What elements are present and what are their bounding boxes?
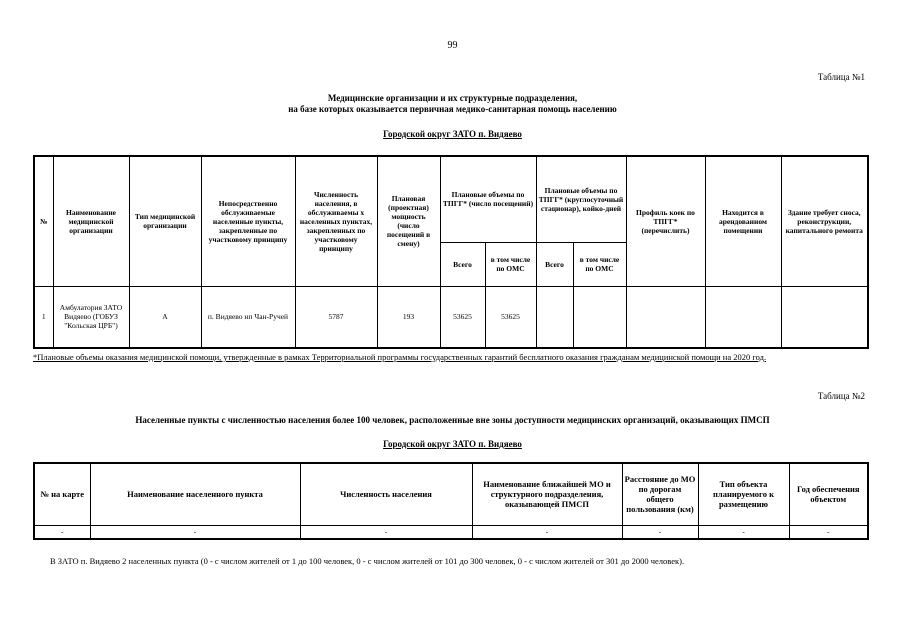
table-row xyxy=(34,525,868,539)
header-settlement-name: Наименование населенного пункта xyxy=(90,463,300,525)
header-capacity: Плановая (проектная) мощность (число посещений в смену) xyxy=(377,156,440,286)
table2-subtitle: Городской округ ЗАТО п. Видяево xyxy=(383,439,522,449)
cell-year: - xyxy=(789,525,868,539)
cell-map-num: - xyxy=(34,525,90,539)
settlements-table xyxy=(33,462,869,540)
header-planned-object: Тип объекта планируемого к размещению xyxy=(698,463,789,525)
cell-settlement-population: - xyxy=(300,525,472,539)
cell-org-type: А xyxy=(129,286,201,348)
cell-beds-total xyxy=(536,286,573,348)
header-org-name: Наименование медицинской организации xyxy=(53,156,129,286)
header-rented: Находится в арендованном помещении xyxy=(705,156,781,286)
header-num: № xyxy=(34,156,53,286)
header-bed-profile: Профиль коек по ТПГГ* (перечислить) xyxy=(626,156,705,286)
cell-capacity: 193 xyxy=(377,286,440,348)
header-beds-oms: в том числе по ОМС xyxy=(573,242,626,286)
header-nearest-mo: Наименование ближайшей МО и структурного подразделения, оказывающей ПМСП xyxy=(472,463,622,525)
table1-label: Таблица №1 xyxy=(817,72,865,82)
cell-bed-profile xyxy=(626,286,705,348)
table1-footnote: *Плановые объемы оказания медицинской помощи, утвержденные в рамках Территориальной программы государственных гарантий бесплатного оказания гражданам медицинской помощи на 2020 год. xyxy=(33,352,767,362)
header-population: Численность населения, в обслуживаемы х населенных пунктах, закрепленных по участковому принципу xyxy=(295,156,377,286)
cell-num: 1 xyxy=(34,286,53,348)
cell-org-name: Амбулатория ЗАТО Видяево (ГОБУЗ "Кольская ЦРБ") xyxy=(53,286,129,348)
cell-building xyxy=(781,286,868,348)
header-settlement-population: Численность населения xyxy=(300,463,472,525)
medical-organizations-table xyxy=(33,155,869,349)
cell-nearest-mo: - xyxy=(472,525,622,539)
header-tpgg-visits: Плановые объемы по ТПГГ* (число посещений) xyxy=(440,156,536,242)
cell-population: 5787 xyxy=(295,286,377,348)
table2-label: Таблица №2 xyxy=(817,391,865,401)
table1-subtitle: Городской округ ЗАТО п. Видяево xyxy=(383,129,522,139)
header-served-points: Непосредственно обслуживаемые населенные пункты, закрепленные по участковому принципу xyxy=(201,156,295,286)
cell-visits-total: 53625 xyxy=(440,286,485,348)
header-map-num: № на карте xyxy=(34,463,90,525)
table1-title-line2: на базе которых оказывается первичная медико-санитарная помощь населению xyxy=(288,104,617,114)
cell-served-points: п. Видяево нп Чан-Ручей xyxy=(201,286,295,348)
cell-settlement-name: - xyxy=(90,525,300,539)
header-visits-total: Всего xyxy=(440,242,485,286)
cell-planned-object: - xyxy=(698,525,789,539)
header-beds-total: Всего xyxy=(536,242,573,286)
table1-title-line1: Медицинские организации и их структурные подразделения, xyxy=(327,93,578,103)
header-visits-oms: в том числе по ОМС xyxy=(485,242,536,286)
table2-title: Населенные пункты с численностью населения более 100 человек, расположенные вне зоны доступности медицинских организаций, оказывающих ПМСП xyxy=(135,415,770,425)
header-year: Год обеспечения объектом xyxy=(789,463,868,525)
header-building: Здание требует сноса, реконструкции, капитального ремонта xyxy=(781,156,868,286)
page-number: 99 xyxy=(447,40,458,51)
header-distance: Расстояние до МО по дорогам общего пользования (км) xyxy=(622,463,698,525)
table-row xyxy=(34,286,868,348)
settlements-summary: В ЗАТО п. Видяево 2 населенных пункта (0 - с числом жителей от 1 до 100 человек, 0 - с числом жителей от 101 до 300 человек, 0 - с числом жителей от 301 до 2000 человек). xyxy=(50,556,685,566)
cell-visits-oms: 53625 xyxy=(485,286,536,348)
cell-rented xyxy=(705,286,781,348)
cell-beds-oms xyxy=(573,286,626,348)
header-org-type: Тип медицинской организации xyxy=(129,156,201,286)
cell-distance: - xyxy=(622,525,698,539)
header-tpgg-beds: Плановые объемы по ТПГГ* (круглосуточный стационар), койко-дней xyxy=(536,156,626,242)
